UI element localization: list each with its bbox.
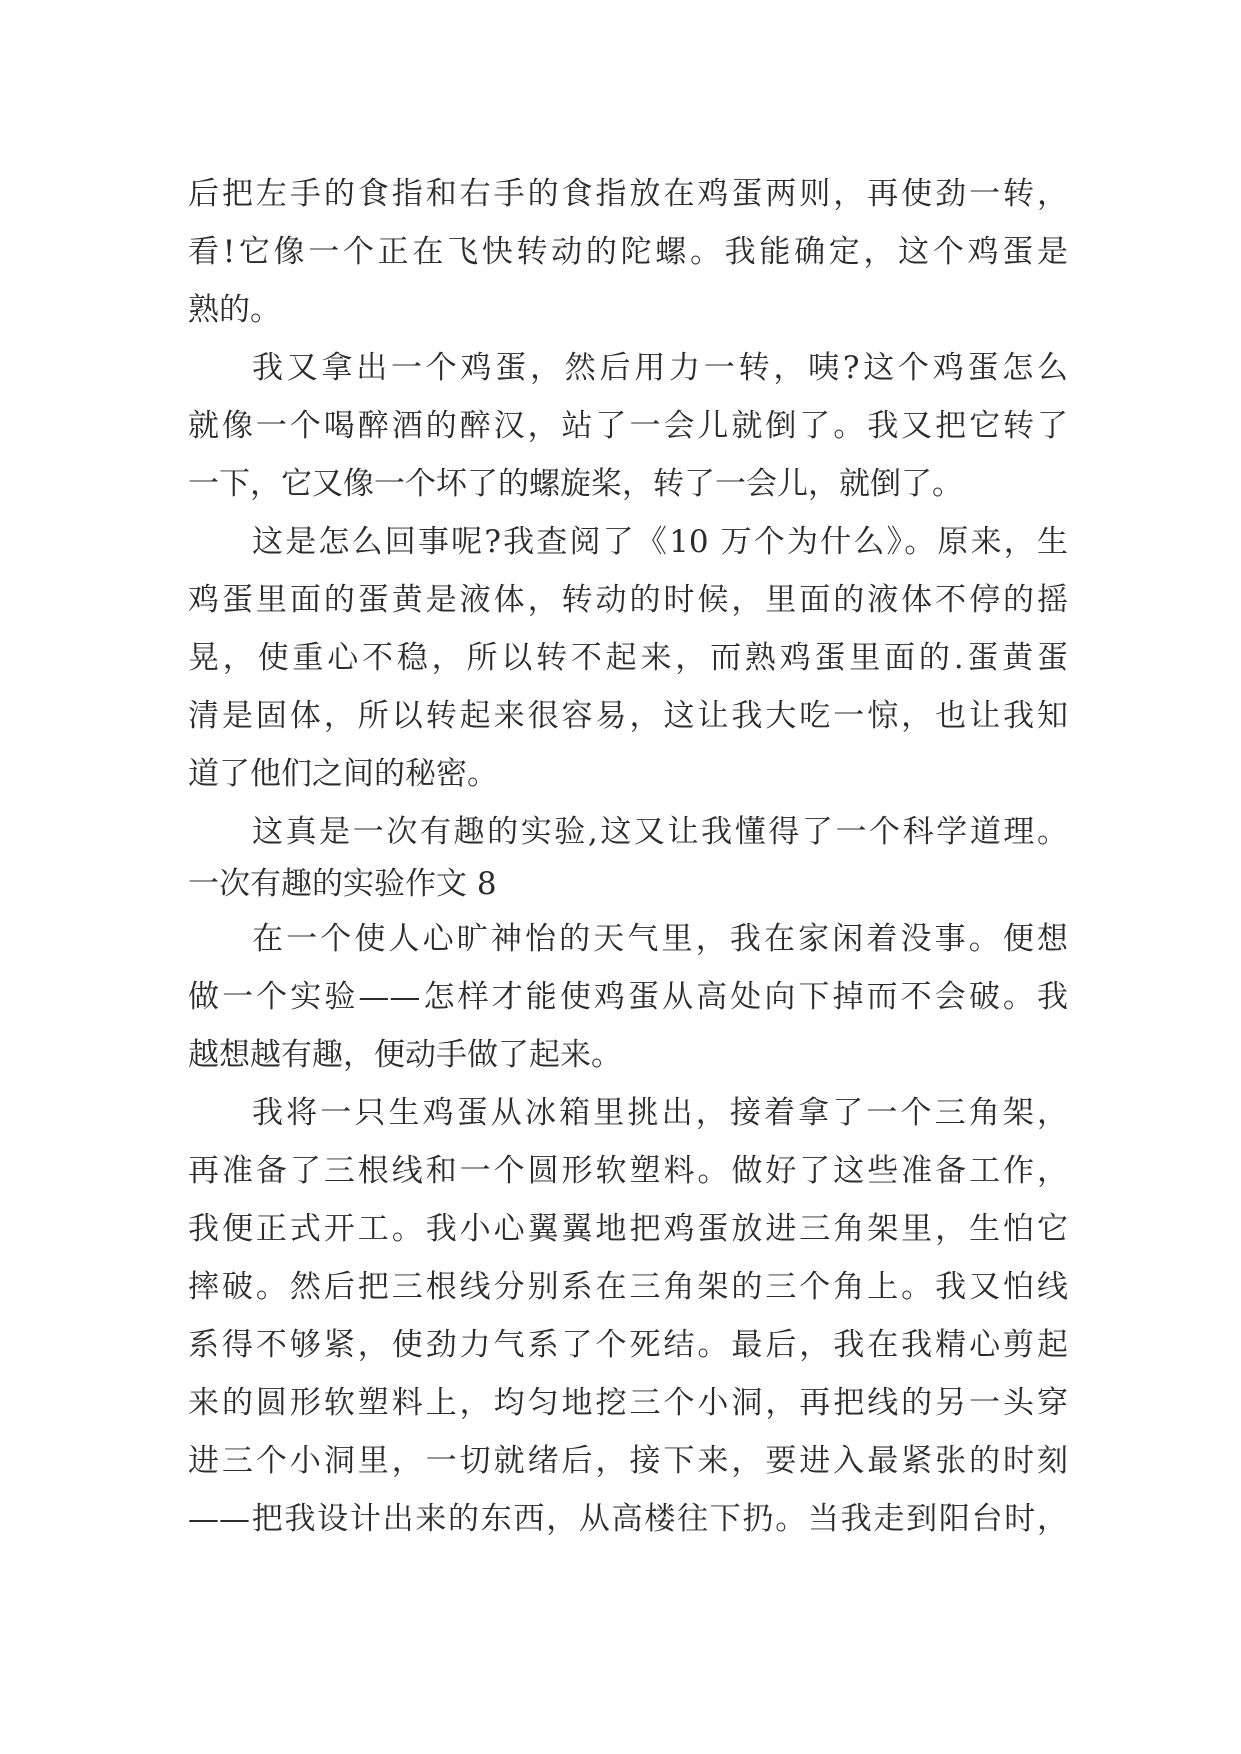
text-line: 晃，使重心不稳，所以转不起来，而熟鸡蛋里面的.蛋黄蛋 (188, 640, 1068, 676)
text-line: 我将一只生鸡蛋从冰箱里挑出，接着拿了一个三角架， (252, 1095, 1068, 1131)
text-line: 摔破。然后把三根线分别系在三角架的三个角上。我又怕线 (188, 1269, 1068, 1305)
text-line: 这是怎么回事呢?我查阅了《10 万个为什么》。原来，生 (252, 524, 1068, 560)
text-line: 清是固体，所以转起来很容易，这让我大吃一惊，也让我知 (188, 698, 1068, 734)
text-line: 进三个小洞里，一切就绪后，接下来，要进入最紧张的时刻 (188, 1443, 1068, 1479)
text-line: 一下，它又像一个坏了的螺旋桨，转了一会儿，就倒了。 (188, 466, 963, 502)
text-line: ——把我设计出来的东西，从高楼往下扔。当我走到阳台时， (188, 1501, 1068, 1537)
text-line: 我便正式开工。我小心翼翼地把鸡蛋放进三角架里，生怕它 (188, 1211, 1068, 1247)
text-line: 越想越有趣，便动手做了起来。 (188, 1037, 622, 1073)
text-line: 道了他们之间的秘密。 (188, 756, 498, 792)
text-line: 看!它像一个正在飞快转动的陀螺。我能确定，这个鸡蛋是 (188, 234, 1068, 270)
section-heading: 一次有趣的实验作文 8 (188, 866, 497, 902)
text-line: 在一个使人心旷神怡的天气里，我在家闲着没事。便想 (252, 921, 1068, 957)
text-line: 就像一个喝醉酒的醉汉，站了一会儿就倒了。我又把它转了 (188, 408, 1068, 444)
text-line: 熟的。 (188, 292, 281, 328)
text-line: 后把左手的食指和右手的食指放在鸡蛋两则，再使劲一转， (188, 176, 1068, 212)
text-line: 系得不够紧，使劲力气系了个死结。最后，我在我精心剪起 (188, 1327, 1068, 1363)
text-line: 这真是一次有趣的实验,这又让我懂得了一个科学道理。 (252, 814, 1068, 850)
text-line: 再准备了三根线和一个圆形软塑料。做好了这些准备工作， (188, 1153, 1068, 1189)
text-line: 做一个实验——怎样才能使鸡蛋从高处向下掉而不会破。我 (188, 979, 1068, 1015)
text-line: 我又拿出一个鸡蛋，然后用力一转，咦?这个鸡蛋怎么 (252, 350, 1068, 386)
text-line: 来的圆形软塑料上，均匀地挖三个小洞，再把线的另一头穿 (188, 1385, 1068, 1421)
text-line: 鸡蛋里面的蛋黄是液体，转动的时候，里面的液体不停的摇 (188, 582, 1068, 618)
